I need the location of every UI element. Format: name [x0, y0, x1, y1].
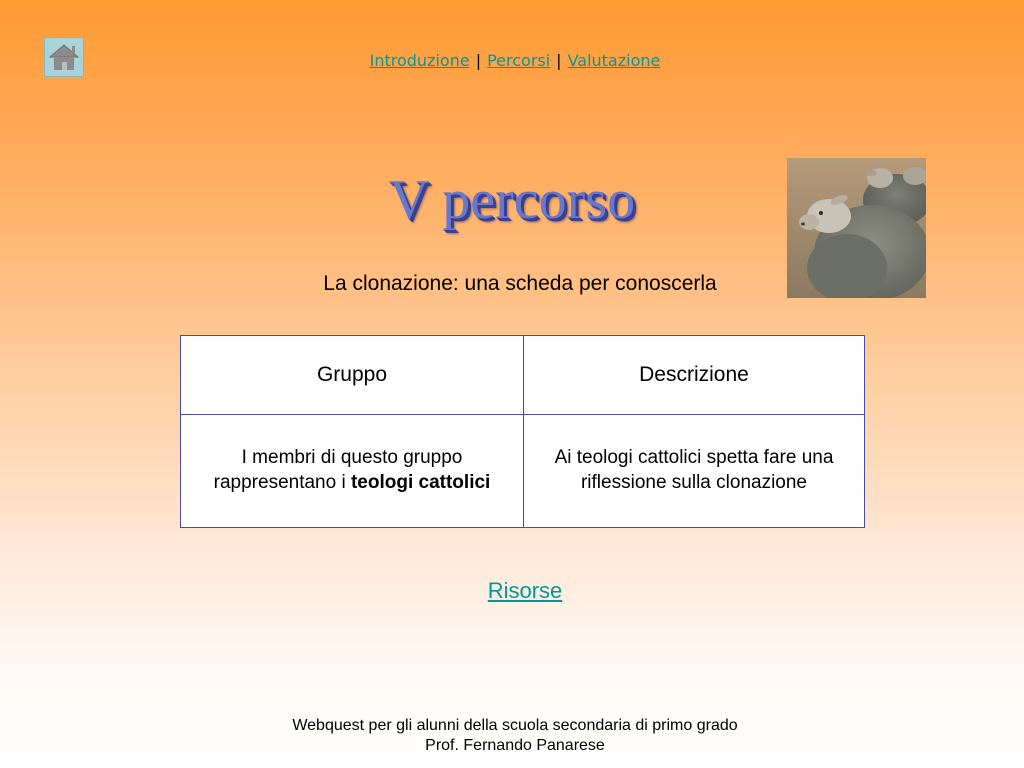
- info-table: [180, 335, 865, 528]
- footer-line-2: Prof. Fernando Panarese: [425, 737, 605, 754]
- page-subtitle: La clonazione: una scheda per conoscerla: [323, 272, 717, 295]
- gruppo-bold-text: teologi cattolici: [350, 472, 491, 493]
- footer: [0, 716, 1024, 756]
- table-header-descrizione: Descrizione: [523, 336, 864, 415]
- nav-link-valutazione[interactable]: Valutazione: [567, 51, 661, 70]
- table-cell-descrizione: Ai teologi cattolici spetta fare una riflessione sulla clonazione: [523, 415, 864, 528]
- nav-separator: |: [475, 51, 482, 70]
- resources-links: [0, 578, 1024, 604]
- table-cell-gruppo: [181, 415, 524, 528]
- nav-link-percorsi[interactable]: Percorsi: [487, 51, 551, 70]
- nav-link-introduzione[interactable]: Introduzione: [369, 51, 470, 70]
- table-header-gruppo: Gruppo: [181, 336, 524, 415]
- table-header-row: [181, 336, 865, 415]
- gruppo-text: I membri di questo gruppo rappresentano i: [213, 447, 463, 493]
- page-title: V percorso: [388, 169, 636, 231]
- nav-separator: |: [556, 51, 562, 70]
- footer-line-1: Webquest per gli alunni della scuola secondaria di primo grado: [292, 717, 738, 734]
- top-navigation: [0, 51, 1024, 70]
- table-row: [181, 415, 865, 528]
- risorse-link[interactable]: Risorse: [487, 578, 563, 603]
